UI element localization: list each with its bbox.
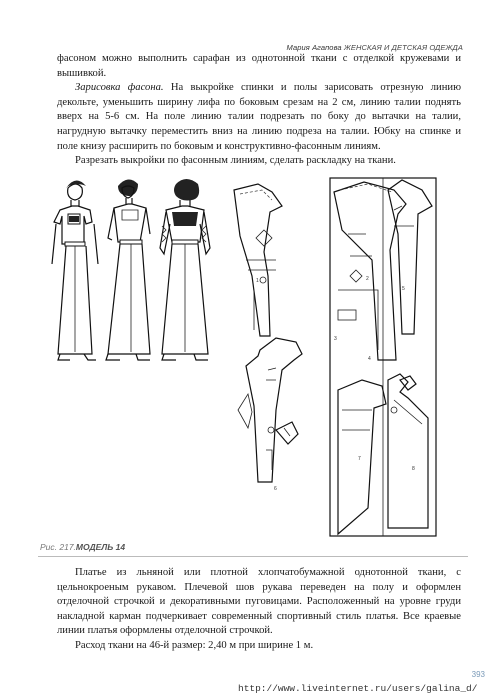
fashion-sketch-back xyxy=(160,179,210,360)
paragraph: Платье из льняной или плотной хлопчатобумажной однотонной ткани, с цельнокроеным рукавом. Плечевой шов рукава переведен на полу и оформлен отделочной строчкой и декоративными пуговицами. Расположенный на уровне груди накладной карман подчеркивает современный спортивный стиль платья. Все краевые линии платья оформлены отделочной строчкой. xyxy=(57,567,461,637)
pattern-pieces-left xyxy=(234,184,302,482)
page-number: 393 xyxy=(471,670,485,679)
fashion-sketch-front xyxy=(52,180,98,360)
bottom-text-block xyxy=(57,566,461,654)
top-text-block xyxy=(57,52,461,169)
pattern-piece-number: 2 xyxy=(366,276,369,282)
paragraph: Расход ткани на 46-й размер: 2,40 м при ширине 1 м. xyxy=(75,639,314,651)
header-author: Мария Агапова xyxy=(286,43,342,52)
paragraph xyxy=(57,81,461,154)
paragraph: фасоном можно выполнить сарафан из однотонной ткани с отделкой кружевами и вышивкой. xyxy=(57,53,461,79)
pattern-piece-number: 5 xyxy=(402,286,405,292)
paragraph-body: На выкройке спинки и полы зарисовать отрезную линию декольте, уменьшить ширину лифа по боковым срезам на 2 см, линию талии поднять вверх на 5-6 см. На поле линию талии подрезать по боку до вытачки на талии, нагрудную вытачку переместить вниз на линию подреза на талии. Юбку на спинке и поле книзу расширить по боковым и конструктивно-фасонным линиям. xyxy=(57,82,461,152)
header-title: ЖЕНСКАЯ И ДЕТСКАЯ ОДЕЖДА xyxy=(343,43,463,52)
running-header xyxy=(287,43,463,52)
pattern-piece-number: 3 xyxy=(334,336,337,342)
paragraph: Разрезать выкройки по фасонным линиям, сделать раскладку на ткани. xyxy=(75,155,396,167)
pattern-layout-board xyxy=(330,178,436,536)
pattern-piece-number: 8 xyxy=(412,466,415,472)
footer-url: http://www.liveinternet.ru/users/galina_d/ xyxy=(238,683,478,694)
caption-title: МОДЕЛЬ 14 xyxy=(75,542,126,552)
pattern-piece-number: 4 xyxy=(368,356,371,362)
caption-label: Рис. 217. xyxy=(40,542,76,552)
pattern-piece-number: 6 xyxy=(274,486,277,492)
pattern-piece-number: 7 xyxy=(358,456,361,462)
pattern-figure xyxy=(38,170,466,550)
pattern-piece-number: 1 xyxy=(256,278,259,284)
caption-divider xyxy=(38,556,468,557)
figure-caption xyxy=(40,542,125,552)
fashion-sketch-side xyxy=(106,179,150,360)
paragraph-lead: Зарисовка фасона. xyxy=(75,82,164,94)
